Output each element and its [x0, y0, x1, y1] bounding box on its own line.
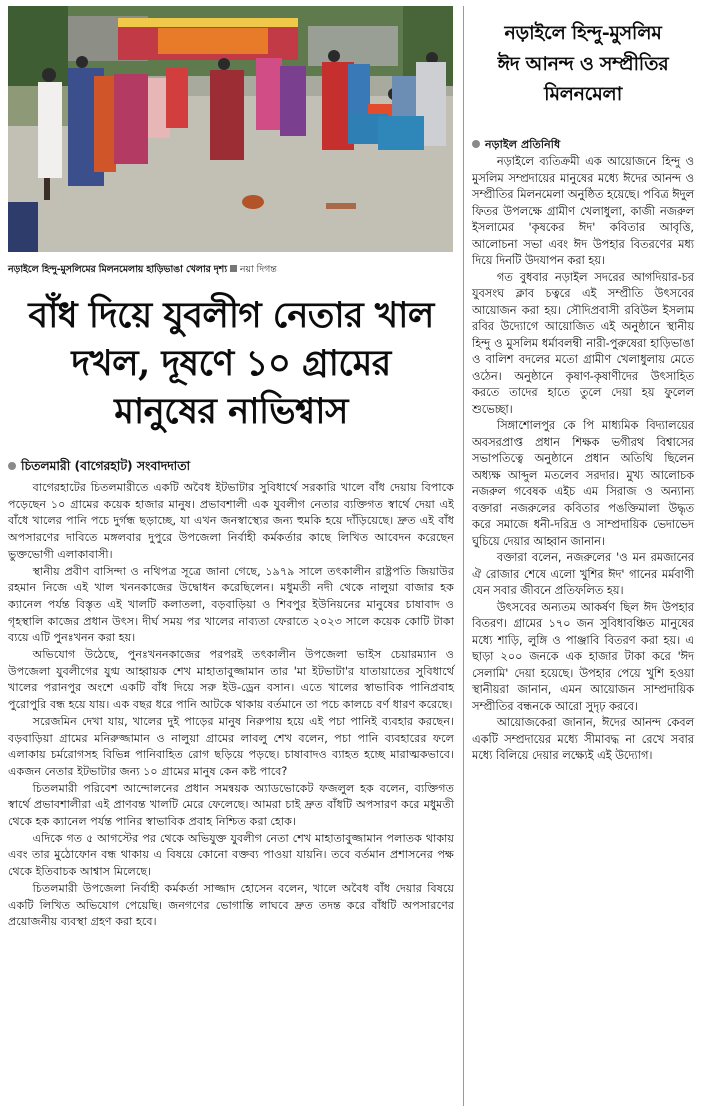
left-article-body	[8, 480, 454, 931]
paragraph: আয়োজকেরা জানান, ঈদের আনন্দ কেবল একটি সম্প্রদায়ের মধ্যে সীমাবদ্ধ না রেখে সবার মধ্যে বিলিয়ে দেয়ার লক্ষ্যেই এই উদ্যোগ।	[472, 716, 694, 762]
headline-line-1: বাঁধ দিয়ে যুবলীগ নেতার খাল	[28, 295, 434, 336]
paragraph: এদিকে গত ৫ আগস্টের পর থেকে অভিযুক্ত যুবলীগ নেতা শেখ মাহাতাবুজ্জামান পলাতক থাকায় এবং তার মুঠোফোন বন্ধ থাকায় এ বিষয়ে কোনো বক্তব্য পাওয়া যায়নি। তবে বর্তমান প্রশাসনের পক্ষ থেকে ইতিবাচক আশ্বাস মিলেছে।	[8, 831, 454, 879]
paragraph: চিতলমারী পরিবেশ আন্দোলনের প্রধান সমন্বয়ক অ্যাডভোকেট ফজলুল হক বলেন, ব্যক্তিগত স্বার্থে প্রভাবশালীরা এই প্রাণবন্ত খালটি মেরে ফেলেছে। আমরা চাই দ্রুত বাঁধটি অপসারণ করে মধুমতী থেকে হক ক্যানেল পর্যন্ত পানির স্বাভাবিক প্রবাহ নিশ্চিত করা হোক।	[8, 781, 454, 829]
headline-line-3: মানুষের নাভিশ্বাস	[114, 391, 348, 432]
right-title-line-3: মিলনমেলা	[544, 83, 622, 105]
right-title-line-2: ঈদ আনন্দ ও সম্প্রীতির	[497, 52, 669, 75]
photo-caption-text: নড়াইলে হিন্দু-মুসলিমের মিলনমেলায় হাড়িভাঙা খেলার দৃশ্য	[8, 264, 227, 275]
photo-caption	[8, 263, 454, 278]
paragraph: বাগেরহাটের চিতলমারীতে একটি অবৈধ ইটভাটার সুবিধার্থে সরকারি খালে বাঁধ দেয়ায় বিপাকে পড়েছেন ১০ গ্রামের কয়েক হাজার মানুষ। প্রভাবশালী এক যুবলীগ নেতার ব্যক্তিগত স্বার্থে দেয়া এই বাঁধে খালের পানি পচে দুর্গন্ধ ছড়াচ্ছে, যা এখন জনস্বাস্থ্যের জন্য হুমকি হয়ে দাঁড়িয়েছে। দ্রুত এই বাঁধ অপসারণের দাবিতে মঙ্গলবার দুপুরে উপজেলা নির্বাহী কর্মকর্তার কাছে লিখিত আবেদন করেছেন ভুক্তভোগী এলাকাবাসী।	[8, 481, 454, 561]
photo-credit: নয়া দিগন্ত	[239, 264, 277, 275]
left-article	[8, 6, 454, 1110]
paragraph: সিঙ্গাশোলপুর কে পি মাধ্যমিক বিদ্যালয়ের অবসরপ্রাপ্ত প্রধান শিক্ষক ভগীরথ বিশ্বাসের সভাপতিত্বে অনুষ্ঠানে প্রধান অতিথি ছিলেন অধ্যক্ষ আব্দুল মতলেব সরদার। মুখ্য আলোচক নজরুল গবেষক এইচ এম সিরাজ ও অন্যান্য বক্তারা নজরুলের কবিতার পঙক্তিমালা উদ্ধৃত করে সমাজে ধনী-দরিদ্র ও সাম্প্রদায়িক ভেদাভেদ ঘুচিয়ে দেয়ার আহ্বান জানান।	[472, 419, 694, 548]
right-article-title	[472, 18, 694, 110]
paragraph: চিতলমারী উপজেলা নির্বাহী কর্মকর্তা সাজ্জাদ হোসেন বলেন, খালে অবৈধ বাঁধ দেয়ার বিষয়ে একটি লিখিত অভিযোগ পেয়েছি। জনগণের ভোগান্তি লাঘবে দ্রুত তদন্ত করে বাঁধটি অপসারণের প্রয়োজনীয় ব্যবস্থা গ্রহণ করা হবে।	[8, 881, 454, 929]
headline-line-2: দখল, দূষণে ১০ গ্রামের	[71, 343, 391, 384]
right-title-line-1: নড়াইলে হিন্দু-মুসলিম	[504, 22, 662, 44]
paragraph: অভিযোগ উঠেছে, পুনঃখননকাজের পরপরই তৎকালীন উপজেলা ভাইস চেয়ারম্যান ও উপজেলা যুবলীগের যুগ্ম আহ্বায়ক শেখ মাহাতাবুজ্জামান তার 'মা ইটভাটা'র যাতায়াতের সুবিধার্থে খালের পরানপুর অংশে একটি বাঁধ দিয়ে সরু ইউ-ড্রেন বসান। এতে খালের স্বাভাবিক পানিপ্রবাহ পুরোপুরি বন্ধ হয়ে যায়। এক বছর ধরে পানি আটকে থাকায় বর্তমানে তা পচে কালচে বর্ণ ধারণ করেছে।	[8, 648, 454, 712]
paragraph: স্থানীয় প্রবীণ বাসিন্দা ও নথিপত্র সূত্রে জানা গেছে, ১৯৭৯ সালে তৎকালীন রাষ্ট্রপতি জিয়াউর রহমান নিজে এই খাল খননকাজের উদ্বোধন করেছিলেন। মধুমতী নদী থেকে নালুয়া বাজার হক ক্যানেল পর্যন্ত বিস্তৃত এই খালটি কলাতলা, বড়বাড়িয়া ও শিবপুর ইউনিয়নের মানুষের চাষাবাদ ও গৃহস্থালি কাজের প্রধান উৎস। দীর্ঘ সময় পর খালের নাব্যতা ফেরাতে ২০২৩ সালে কয়েক কোটি টাকা ব্যয়ে এটি পুনঃখনন করা হয়।	[8, 564, 454, 645]
event-photo	[8, 6, 453, 252]
paragraph: নড়াইলে ব্যতিক্রমী এক আয়োজনে হিন্দু ও মুসলিম সম্প্রদায়ের মানুষের মধ্যে ঈদের আনন্দ ও সম্প্রীতির মিলনমেলা অনুষ্ঠিত হয়েছে। পবিত্র ঈদুল ফিতর উপলক্ষে গ্রামীণ খেলাধুলা, কাজী নজরুল ইসলামের 'কৃষকের ঈদ' কবিতার আবৃত্তি, আলোচনা সভা এবং ঈদ উপহার বিতরণের মধ্য দিয়ে দিনটি উদযাপন করা হয়।	[472, 155, 694, 267]
paragraph: বক্তারা বলেন, নজরুলের 'ও মন রমজানের ঐ রোজার শেষে এলো খুশির ঈদ' গানের মর্মবাণী যেন সবার জীবনে প্রতিফলিত হয়।	[472, 551, 694, 597]
headline	[8, 292, 454, 436]
right-article	[472, 6, 694, 1110]
paragraph: উৎসবের অন্যতম আকর্ষণ ছিল ঈদ উপহার বিতরণ। গ্রামের ১৭০ জন সুবিধাবঞ্চিত মানুষের মধ্যে শাড়ি, লুঙ্গি ও পাঞ্জাবি বিতরণ করা হয়। এ ছাড়া ২০০ জনকে এক হাজার টাকা করে 'ঈদ সেলামি' দেয়া হয়েছে। উপহার পেয়ে খুশি হওয়া স্থানীয়রা জানান, এমন আয়োজন সাম্প্রদায়িক সম্প্রীতির বন্ধনকে আরো সুদৃঢ় করবে।	[472, 600, 694, 713]
bullet-dot-icon	[8, 462, 16, 470]
right-article-body	[472, 154, 694, 765]
column-divider	[463, 6, 464, 1106]
right-byline-text: নড়াইল প্রতিনিধি	[485, 138, 561, 151]
left-byline-text: চিতলমারী (বাগেরহাট) সংবাদদাতা	[21, 459, 191, 473]
paragraph: সরেজমিন দেখা যায়, খালের দুই পাড়ের মানুষ নিরুপায় হয়ে এই পচা পানিই ব্যবহার করছেন। বড়বাড়িয়া গ্রামের মনিরুজ্জামান ও নালুয়া গ্রামের লাবলু শেখ বলেন, পচা পানি ব্যবহারের ফলে এলাকায় চর্মরোগসহ বিভিন্ন পানিবাহিত রোগ ছড়িয়ে পড়ছে। চাষাবাদও ব্যাহত হচ্ছে মারাত্মকভাবে। একজন নেতার ইটভাটার জন্য ১০ গ্রামের মানুষ কেন কষ্ট পাবে?	[8, 714, 454, 778]
right-byline	[472, 136, 560, 155]
paragraph: গত বুধবার নড়াইল সদরের আগদিয়ার-চর যুবসংঘ ক্লাব চত্বরে এই সম্প্রীতি উৎসবের আয়োজন করা হয়। সৌদিপ্রবাসী রবিউল ইসলাম রবির উদ্যোগে আয়োজিত এই অনুষ্ঠানে স্থানীয় হিন্দু ও মুসলিম ধর্মাবলম্বী নারী-পুরুষেরা হাড়িভাঙা ও বালিশ বদলের মতো গ্রামীণ খেলাধুলায় মেতে ওঠেন। অনুষ্ঠানে কৃষাণ-কৃষাণীদের উৎসাহিত করতে তাদের হাতে তুলে দেয়া হয় ফুলেল শুভেচ্ছা।	[472, 270, 694, 416]
square-bullet-icon	[230, 265, 237, 272]
bullet-dot-icon	[472, 140, 480, 148]
left-byline	[8, 458, 190, 478]
